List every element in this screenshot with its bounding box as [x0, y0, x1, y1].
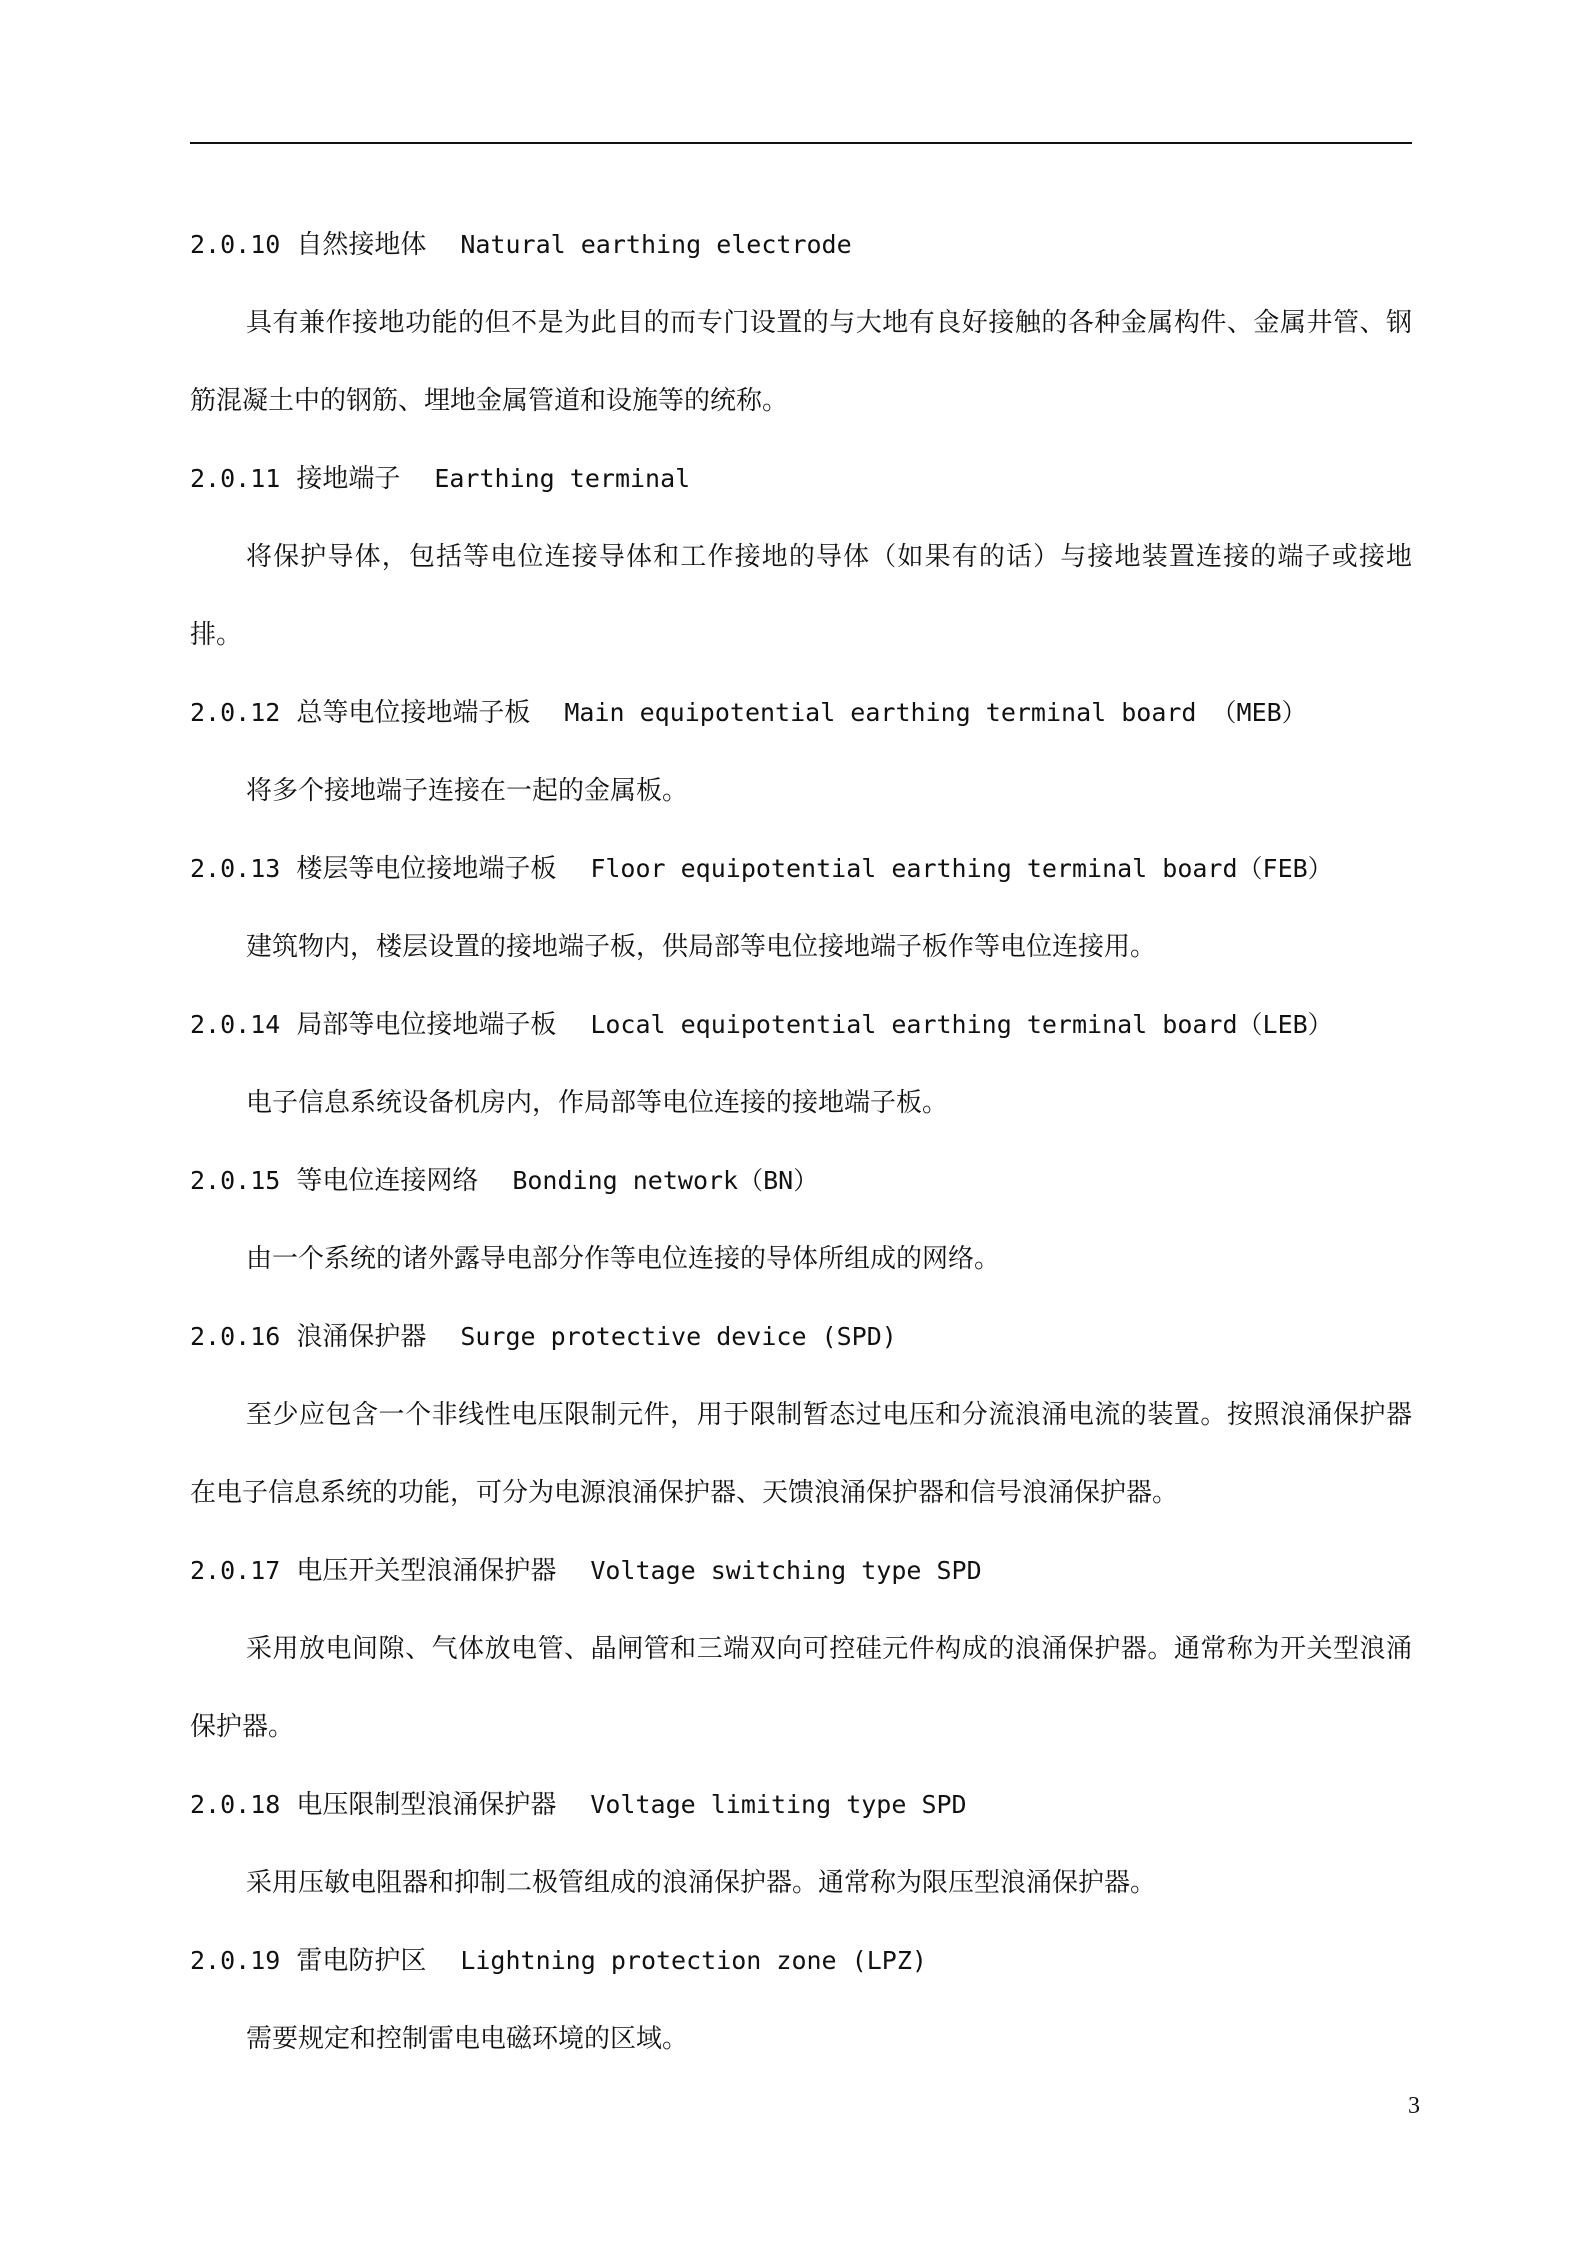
term-number: 2.0.11 — [190, 464, 281, 493]
term-number: 2.0.10 — [190, 230, 281, 259]
term-definition: 建筑物内，楼层设置的接地端子板，供局部等电位接地端子板作等电位连接用。 — [246, 932, 1157, 962]
term-2-0-14 — [190, 986, 1412, 1142]
term-name-zh: 电压开关型浪涌保护器 — [296, 1556, 557, 1586]
term-2-0-17 — [190, 1532, 1412, 1766]
term-heading — [190, 1922, 1412, 2000]
term-name-zh: 局部等电位接地端子板 — [296, 1010, 557, 1040]
term-number: 2.0.15 — [190, 1166, 281, 1195]
term-heading — [190, 1298, 1412, 1376]
term-definition: 将保护导体，包括等电位连接导体和工作接地的导体（如果有的话）与接地装置连接的端子或接地排。 — [190, 542, 1412, 650]
term-name-en: Bonding network（BN） — [512, 1166, 819, 1195]
term-2-0-13 — [190, 830, 1412, 986]
term-definition: 至少应包含一个非线性电压限制元件，用于限制暂态过电压和分流浪涌电流的装置。按照浪涌保护器在电子信息系统的功能，可分为电源浪涌保护器、天馈浪涌保护器和信号浪涌保护器。 — [190, 1400, 1412, 1508]
term-heading — [190, 674, 1412, 752]
term-name-en: Floor equipotential earthing terminal board（FEB） — [590, 854, 1333, 883]
term-2-0-19 — [190, 1922, 1412, 2078]
term-definition: 需要规定和控制雷电电磁环境的区域。 — [246, 2024, 689, 2054]
term-2-0-11 — [190, 440, 1412, 674]
term-name-zh: 电压限制型浪涌保护器 — [296, 1790, 557, 1820]
page-number: 3 — [1408, 2093, 1420, 2119]
term-number: 2.0.17 — [190, 1556, 281, 1585]
term-2-0-16 — [190, 1298, 1412, 1532]
term-name-en: Local equipotential earthing terminal board（LEB） — [590, 1010, 1333, 1039]
term-name-en: Voltage switching type SPD — [590, 1556, 982, 1585]
term-name-zh: 自然接地体 — [296, 230, 427, 260]
term-heading — [190, 830, 1412, 908]
term-number: 2.0.14 — [190, 1010, 281, 1039]
term-number: 2.0.13 — [190, 854, 281, 883]
term-2-0-12 — [190, 674, 1412, 830]
header-rule — [190, 142, 1412, 144]
term-name-zh: 总等电位接地端子板 — [296, 698, 531, 728]
term-name-zh: 浪涌保护器 — [296, 1322, 427, 1352]
term-name-en: Voltage limiting type SPD — [590, 1790, 967, 1819]
term-heading — [190, 440, 1412, 518]
term-name-en: Natural earthing electrode — [460, 230, 852, 259]
term-number: 2.0.18 — [190, 1790, 281, 1819]
terms-list — [190, 206, 1412, 2078]
term-heading — [190, 986, 1412, 1064]
term-definition: 电子信息系统设备机房内，作局部等电位连接的接地端子板。 — [246, 1088, 949, 1118]
term-number: 2.0.12 — [190, 698, 281, 727]
term-2-0-15 — [190, 1142, 1412, 1298]
term-definition: 将多个接地端子连接在一起的金属板。 — [246, 776, 689, 806]
term-heading — [190, 206, 1412, 284]
term-definition: 采用压敏电阻器和抑制二极管组成的浪涌保护器。通常称为限压型浪涌保护器。 — [246, 1868, 1157, 1898]
term-name-zh: 接地端子 — [296, 464, 401, 494]
term-number: 2.0.19 — [190, 1946, 281, 1975]
term-name-zh: 楼层等电位接地端子板 — [296, 854, 557, 884]
term-2-0-10 — [190, 206, 1412, 440]
term-2-0-18 — [190, 1766, 1412, 1922]
term-number: 2.0.16 — [190, 1322, 281, 1351]
term-name-en: Lightning protection zone (LPZ) — [460, 1946, 927, 1975]
term-heading — [190, 1142, 1412, 1220]
term-name-en: Main equipotential earthing terminal board （MEB） — [564, 698, 1307, 727]
term-name-en: Surge protective device (SPD) — [460, 1322, 897, 1351]
term-definition: 采用放电间隙、气体放电管、晶闸管和三端双向可控硅元件构成的浪涌保护器。通常称为开关型浪涌保护器。 — [190, 1634, 1412, 1742]
term-heading — [190, 1766, 1412, 1844]
term-definition: 具有兼作接地功能的但不是为此目的而专门设置的与大地有良好接触的各种金属构件、金属井管、钢筋混凝土中的钢筋、埋地金属管道和设施等的统称。 — [190, 308, 1412, 416]
term-heading — [190, 1532, 1412, 1610]
term-name-zh: 等电位连接网络 — [296, 1166, 479, 1196]
term-name-en: Earthing terminal — [434, 464, 691, 493]
term-name-zh: 雷电防护区 — [296, 1946, 427, 1976]
term-definition: 由一个系统的诸外露导电部分作等电位连接的导体所组成的网络。 — [246, 1244, 1001, 1274]
